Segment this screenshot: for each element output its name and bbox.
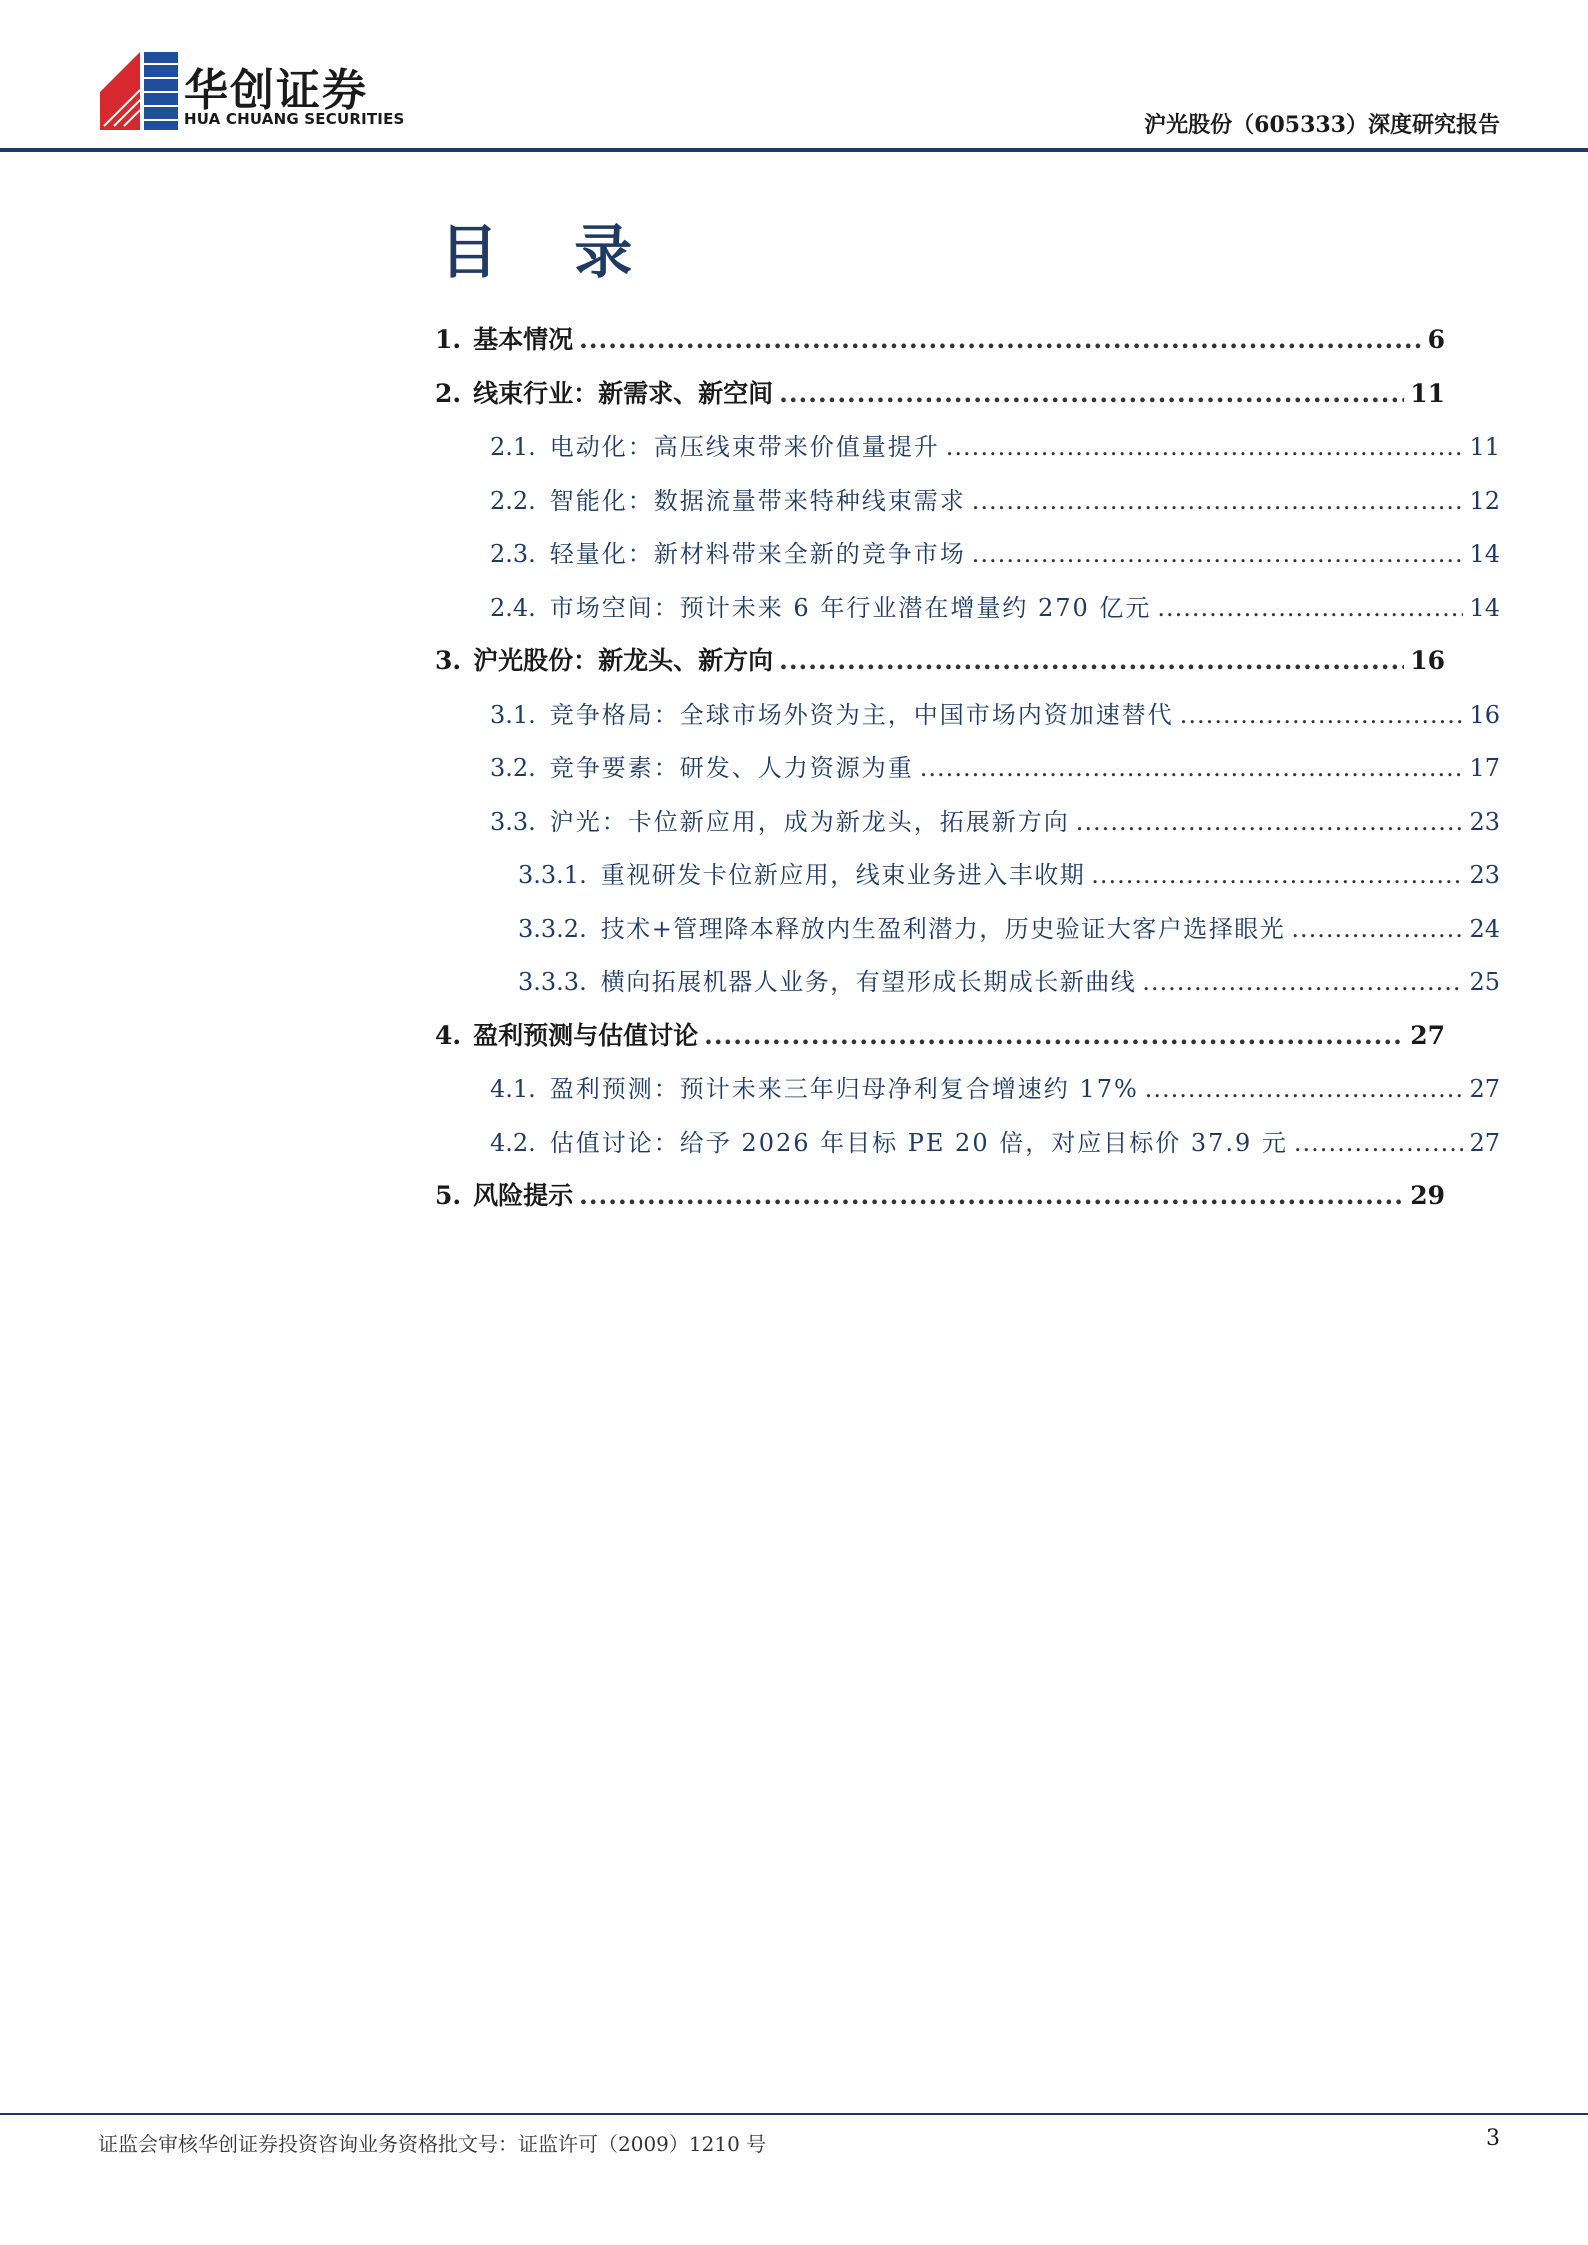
page-number: 3 [1486, 2126, 1500, 2151]
toc-leader-dots [1180, 701, 1464, 729]
toc-entry-page: 11 [1469, 433, 1500, 461]
toc-entry-page: 24 [1469, 915, 1500, 943]
toc-entry-page: 23 [1469, 861, 1500, 889]
toc-entry-number: 3.1. [490, 701, 536, 729]
toc-entry-number: 3.3.1. [518, 861, 587, 889]
toc-entry-title: 竞争格局：全球市场外资为主，中国市场内资加速替代 [549, 701, 1174, 729]
toc-leader-dots [972, 487, 1464, 515]
toc-entry-page: 16 [1410, 646, 1445, 675]
toc-entry-title: 轻量化：新材料带来全新的竞争市场 [549, 540, 966, 568]
toc-entry-number: 3.3.2. [518, 915, 587, 943]
toc-entry-title: 电动化：高压线束带来价值量提升 [549, 433, 940, 461]
toc-entry[interactable] [435, 1016, 1445, 1056]
footer-license: 证监会审核华创证券投资咨询业务资格批文号：证监许可（2009）1210 号 [98, 2132, 767, 2156]
toc-leader-dots [779, 646, 1404, 675]
toc-leader-dots [1291, 915, 1463, 943]
toc-entry-title: 技术+管理降本释放内生盈利潜力，历史验证大客户选择眼光 [600, 915, 1286, 943]
toc-entry[interactable] [435, 1176, 1445, 1216]
toc-entry-number: 3.3.3. [518, 968, 587, 996]
toc-entry-title: 重视研发卡位新应用，线束业务进入丰收期 [600, 861, 1086, 889]
toc-heading: 目 录 [440, 218, 661, 286]
toc-leader-dots [972, 540, 1464, 568]
toc-entry[interactable] [490, 748, 1500, 788]
header-divider [0, 148, 1588, 152]
toc-entry-title: 盈利预测与估值讨论 [473, 1021, 699, 1050]
toc-leader-dots [1076, 808, 1464, 836]
logo-mark-icon [100, 52, 178, 130]
toc-entry-page: 11 [1410, 379, 1445, 408]
toc-entry-page: 12 [1469, 487, 1500, 515]
toc-entry-number: 4. [435, 1021, 462, 1050]
toc-entry-title: 竞争要素：研发、人力资源为重 [549, 754, 914, 782]
toc-entry-page: 14 [1469, 540, 1500, 568]
toc-entry-page: 27 [1469, 1129, 1500, 1157]
logo-chinese-name: 华创证券 [184, 65, 368, 116]
toc-entry-page: 25 [1469, 968, 1500, 996]
company-logo [100, 52, 405, 132]
toc-leader-dots [579, 1181, 1404, 1210]
toc-entry-number: 2.2. [490, 487, 536, 515]
toc-entry-page: 29 [1410, 1181, 1445, 1210]
toc-entry-number: 3.2. [490, 754, 536, 782]
toc-entry-number: 2.4. [490, 594, 536, 622]
toc-entry[interactable] [435, 374, 1445, 414]
logo-english-name: HUA CHUANG SECURITIES [184, 110, 405, 128]
toc-entry[interactable] [518, 962, 1500, 1002]
toc-leader-dots [1294, 1129, 1464, 1157]
toc-entry[interactable] [490, 695, 1500, 735]
toc-entry-number: 2. [435, 379, 462, 408]
toc-entry-title: 线束行业：新需求、新空间 [473, 379, 774, 408]
toc-entry[interactable] [490, 588, 1500, 628]
toc-entry-number: 3. [435, 646, 462, 675]
toc-entry-title: 沪光：卡位新应用，成为新龙头，拓展新方向 [549, 808, 1070, 836]
toc-entry-number: 3.3. [490, 808, 536, 836]
toc-entry[interactable] [435, 641, 1445, 681]
toc-entry-number: 4.1. [490, 1075, 536, 1103]
toc-entry-title: 智能化：数据流量带来特种线束需求 [549, 487, 966, 515]
toc-entry-page: 6 [1427, 325, 1445, 354]
report-title: 沪光股份（605333）深度研究报告 [1144, 112, 1500, 138]
footer-divider [0, 2113, 1588, 2115]
toc-entry-title: 沪光股份：新龙头、新方向 [473, 646, 774, 675]
toc-entry[interactable] [490, 1123, 1500, 1163]
toc-entry-number: 2.1. [490, 433, 536, 461]
toc-entry-number: 1. [435, 325, 462, 354]
toc-entry[interactable] [518, 855, 1500, 895]
toc-entry-title: 市场空间：预计未来 6 年行业潜在增量约 270 亿元 [549, 594, 1152, 622]
toc-entry-page: 27 [1469, 1075, 1500, 1103]
toc-entry-title: 风险提示 [473, 1181, 574, 1210]
toc-entry[interactable] [435, 320, 1445, 360]
toc-entry-number: 4.2. [490, 1129, 536, 1157]
toc-entry-page: 27 [1410, 1021, 1445, 1050]
toc-leader-dots [704, 1021, 1404, 1050]
toc-entry-page: 14 [1469, 594, 1500, 622]
toc-leader-dots [920, 754, 1464, 782]
toc-leader-dots [579, 325, 1421, 354]
toc-entry-title: 横向拓展机器人业务，有望形成长期成长新曲线 [600, 968, 1137, 996]
toc-entry[interactable] [490, 1069, 1500, 1109]
toc-entry-number: 2.3. [490, 540, 536, 568]
toc-leader-dots [1142, 968, 1463, 996]
toc-entry-title: 盈利预测：预计未来三年归母净利复合增速约 17% [549, 1075, 1139, 1103]
toc-leader-dots [1145, 1075, 1464, 1103]
toc-leader-dots [1091, 861, 1463, 889]
toc-entry[interactable] [490, 534, 1500, 574]
page-header [0, 0, 1588, 160]
toc-leader-dots [779, 379, 1404, 408]
toc-entry-page: 23 [1469, 808, 1500, 836]
toc-entry-page: 16 [1469, 701, 1500, 729]
toc-entry[interactable] [490, 481, 1500, 521]
toc-leader-dots [1157, 594, 1463, 622]
toc-entry[interactable] [490, 802, 1500, 842]
toc-entry[interactable] [490, 427, 1500, 467]
toc-leader-dots [946, 433, 1464, 461]
toc-entry-page: 17 [1469, 754, 1500, 782]
toc-entry-number: 5. [435, 1181, 462, 1210]
toc-entry-title: 估值讨论：给予 2026 年目标 PE 20 倍，对应目标价 37.9 元 [549, 1129, 1288, 1157]
toc-entry-title: 基本情况 [473, 325, 574, 354]
toc-entry[interactable] [518, 909, 1500, 949]
